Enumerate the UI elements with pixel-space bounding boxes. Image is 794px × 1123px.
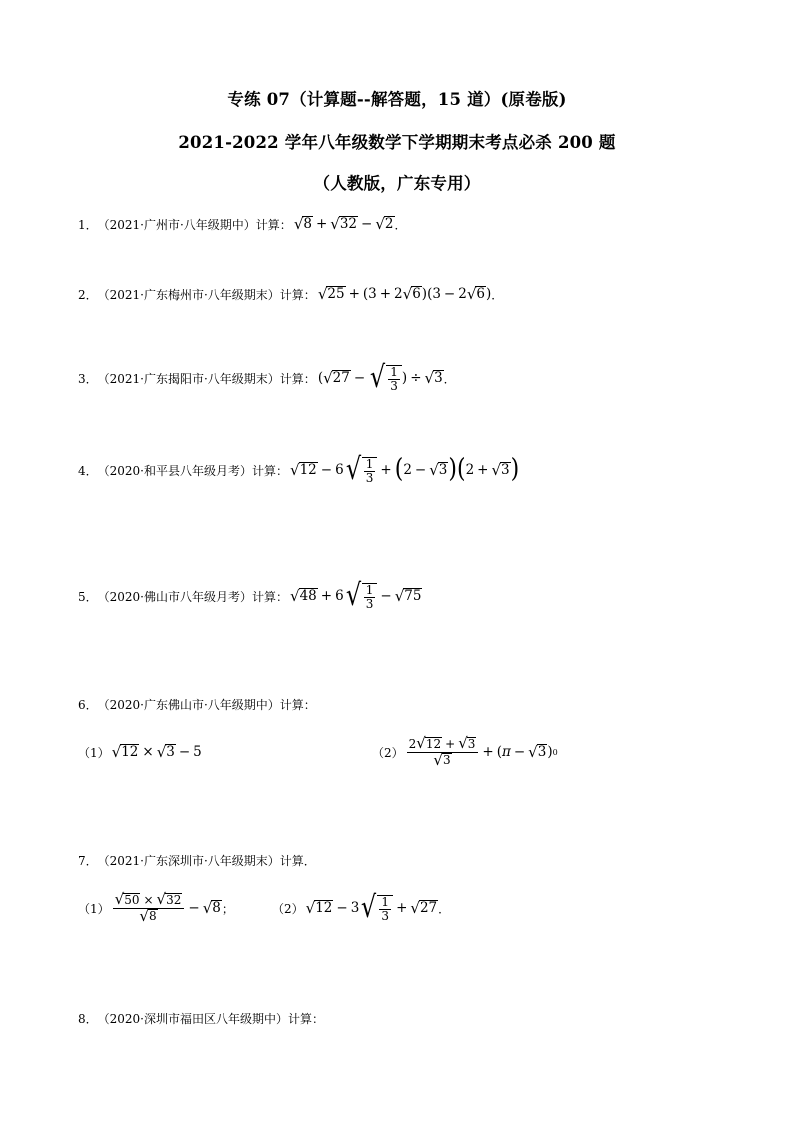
question-source: （2020·佛山市八年级月考）计算： <box>97 589 288 604</box>
question-6 <box>78 682 316 726</box>
question-number: 8． <box>78 1011 98 1026</box>
question-number: 5． <box>78 589 98 604</box>
question-6-part-1 <box>78 730 202 774</box>
math-expression: √ 12 × √ 3 − 5 <box>111 743 202 762</box>
question-7 <box>78 838 316 882</box>
question-1 <box>78 202 407 246</box>
page-title-line-2: 2021-2022 学年八年级数学下学期期末考点必杀 200 题 <box>178 133 616 152</box>
question-number: 6． <box>78 697 98 712</box>
question-8 <box>78 996 324 1040</box>
question-4 <box>78 448 519 492</box>
question-end: ． <box>491 287 504 302</box>
subpart-label: （1） <box>78 745 110 760</box>
subpart-label: （2） <box>372 745 404 760</box>
question-end: ． <box>443 371 456 386</box>
math-expression: √ 8 + √ 32 − √ 2 <box>293 215 394 234</box>
question-end: ． <box>394 217 407 232</box>
question-7-part-1 <box>78 886 234 930</box>
question-7-part-2 <box>272 886 450 930</box>
question-number: 3． <box>78 371 98 386</box>
question-number: 2． <box>78 287 98 302</box>
question-source: （2020·和平县八年级月考）计算： <box>97 463 288 478</box>
question-6-part-2 <box>372 730 558 774</box>
subpart-label: （1） <box>78 901 110 916</box>
question-source: （2020·深圳市福田区八年级期中）计算： <box>97 1011 324 1026</box>
math-expression: 2 √ 12 + √ 3 √ 3 + ( π − √ 3 ) 0 <box>408 734 558 769</box>
subpart-end: ． <box>438 901 451 916</box>
question-number: 7． <box>78 853 98 868</box>
question-source: （2021·广州市·八年级期中）计算： <box>97 217 292 232</box>
question-5 <box>78 574 422 618</box>
math-expression: √ 25 + (3 + 2 √ 6 )(3 − 2 √ 6 ) <box>317 285 492 304</box>
math-expression: √ 48 + 6 √ $\frac{1}{3}$ − √ 75 <box>290 578 422 613</box>
math-expression: ( √ 27 − √ $\frac{1}{3}$ ) ÷ √ 3 <box>317 360 443 395</box>
question-source: （2020·广东佛山市·八年级期中）计算： <box>97 697 316 712</box>
question-3 <box>78 356 456 400</box>
math-expression: √ 12 − 6 √ $\frac{1}{3}$ + ( 2 − √ 3 ) ( 2 + √ 3 ) <box>290 452 520 487</box>
question-2 <box>78 272 503 316</box>
question-source: （2021·广东深圳市·八年级期末）计算． <box>97 853 316 868</box>
question-source: （2021·广东梅州市·八年级期末）计算： <box>97 287 316 302</box>
page-title-line-1: 专练 07（计算题--解答题，15 道）(原卷版) <box>227 90 567 109</box>
math-expression: √ 12 − 3 √ $\frac{1}{3}$ + √ 27 <box>305 890 438 925</box>
math-expression: √ 50 × √ 32 √ 8 − √ 8 <box>114 890 221 925</box>
subpart-label: （2） <box>272 901 304 916</box>
question-source: （2021·广东揭阳市·八年级期末）计算： <box>97 371 316 386</box>
subpart-end: ； <box>221 901 234 916</box>
page-title-line-3: （人教版，广东专用） <box>313 174 481 193</box>
question-number: 4． <box>78 463 98 478</box>
question-number: 1． <box>78 217 98 232</box>
